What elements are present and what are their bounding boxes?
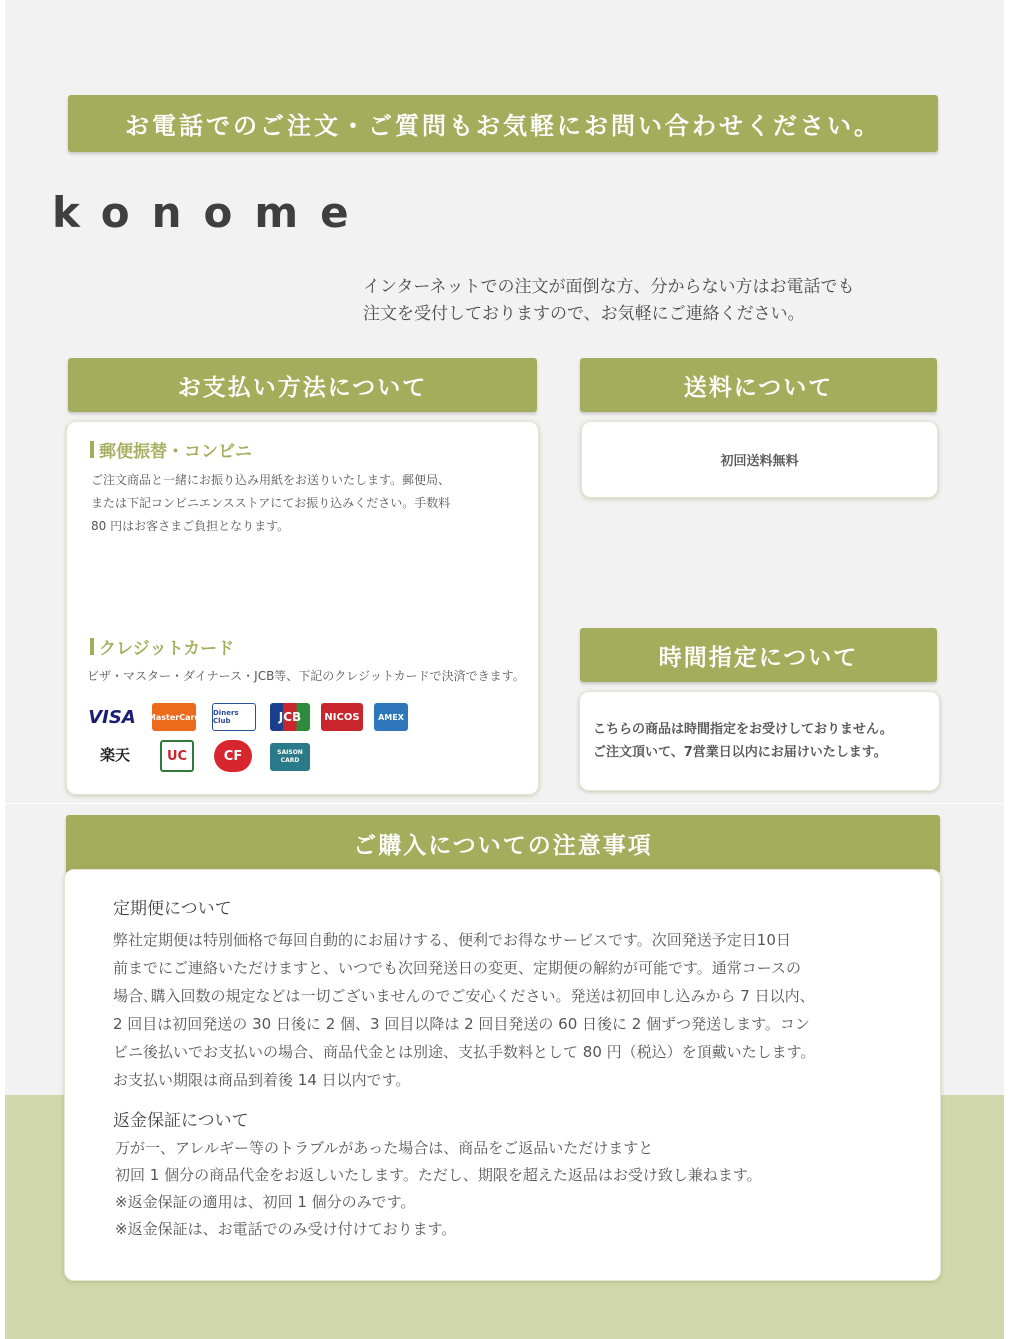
payment-heading <box>68 358 537 412</box>
refund-line-1: 万が一、アレルギー等のトラブルがあった場合は、商品をご返品いただけますと <box>115 1139 654 1157</box>
time-line-1: こちらの商品は時間指定をお受けしておりません。 <box>593 722 893 737</box>
refund-line-3: ※返金保証の適用は、初回 1 個分のみです。 <box>115 1193 416 1211</box>
shipping-heading-text: 送料について <box>683 374 834 401</box>
time-heading <box>580 628 937 682</box>
subscription-line-2: 前までにご連絡いただけますと、いつでも次回発送日の変更、定期便の解約が可能です。通常コースの <box>113 959 802 977</box>
intro-line-2: 注文を受付しておりますので、お気軽にご連絡ください。 <box>363 304 805 324</box>
phone-order-banner <box>68 95 938 152</box>
refund-title: 返金保証について <box>113 1111 249 1131</box>
postal-line-2: または下記コンビニエンスストアにてお振り込みください。手数料 <box>91 496 451 510</box>
credit-card-title-text: クレジットカード <box>99 639 235 659</box>
shipping-heading <box>580 358 937 412</box>
time-panel <box>579 691 940 791</box>
refund-line-2: 初回 1 個分の商品代金をお返しいたします。ただし、期限を超えた返品はお受け致し兼ねます。 <box>115 1166 762 1184</box>
credit-card-title <box>90 634 234 659</box>
time-line-2: ご注文頂いて、7営業日以内にお届けいたします。 <box>593 745 887 760</box>
intro-text <box>363 274 923 328</box>
purchase-notes-heading-text: ご購入についての注意事項 <box>353 833 653 859</box>
subscription-title: 定期便について <box>113 899 232 919</box>
subscription-line-3: 場合､購入回数の規定などは一切ございませんのでご安心ください。発送は初回申し込みから 7 日以内、 <box>113 987 815 1005</box>
nicos-icon: NICOS <box>321 703 363 731</box>
postal-line-1: ご注文商品と一緒にお振り込み用紙をお送りいたします。郵便局、 <box>91 473 451 487</box>
mastercard-icon: MasterCard <box>152 703 196 731</box>
saison-icon: SAISON CARD <box>270 743 310 771</box>
time-heading-text: 時間指定について <box>658 644 859 671</box>
uc-icon: UC <box>160 740 194 772</box>
postal-convenience-title <box>90 437 252 462</box>
postal-line-3: 80 円はお客さまご負担となります。 <box>91 519 290 533</box>
payment-heading-text: お支払い方法について <box>177 374 428 401</box>
shipping-panel <box>581 421 938 498</box>
subscription-line-1: 弊社定期便は特別価格で毎回自動的にお届けする、便利でお得なサービスです。次回発送予定日10日 <box>113 931 791 949</box>
visa-icon: VISA <box>88 706 136 728</box>
purchase-notes-heading <box>66 815 940 872</box>
konome-logo: konome <box>52 188 371 237</box>
refund-text <box>115 1135 762 1243</box>
title-marker <box>90 638 94 655</box>
subscription-line-4: 2 回目は初回発送の 30 日後に 2 個、3 回目以降は 2 回目発送の 60 日後に 2 個ずつ発送します。コン <box>113 1015 810 1033</box>
title-marker <box>90 441 94 458</box>
subscription-text <box>113 926 815 1094</box>
time-text <box>593 718 893 764</box>
postal-convenience-text <box>91 469 531 538</box>
cf-icon: CF <box>214 740 252 772</box>
phone-order-banner-text: お電話でのご注文・ご質問もお気軽にお問い合わせください。 <box>125 112 881 140</box>
subscription-line-6: お支払い期限は商品到着後 14 日以内です。 <box>113 1071 411 1089</box>
section-divider <box>5 803 1004 804</box>
jcb-icon: JCB <box>270 703 310 731</box>
refund-line-4: ※返金保証は、お電話でのみ受け付けております。 <box>115 1220 457 1238</box>
rakuten-icon: 楽天 <box>99 745 130 764</box>
amex-icon: AMEX <box>374 703 408 731</box>
intro-line-1: インターネットでの注文が面倒な方、分からない方はお電話でも <box>363 277 855 297</box>
credit-card-desc: ビザ・マスター・ダイナース・JCB等、下記のクレジットカードで決済できます。 <box>87 669 525 683</box>
diners-icon: Diners Club <box>212 703 256 731</box>
subscription-line-5: ビニ後払いでお支払いの場合、商品代金とは別途、支払手数料として 80 円（税込）を頂戴いたします。 <box>113 1043 816 1061</box>
shipping-text: 初回送料無料 <box>720 454 799 469</box>
postal-convenience-title-text: 郵便振替・コンビニ <box>99 442 252 462</box>
